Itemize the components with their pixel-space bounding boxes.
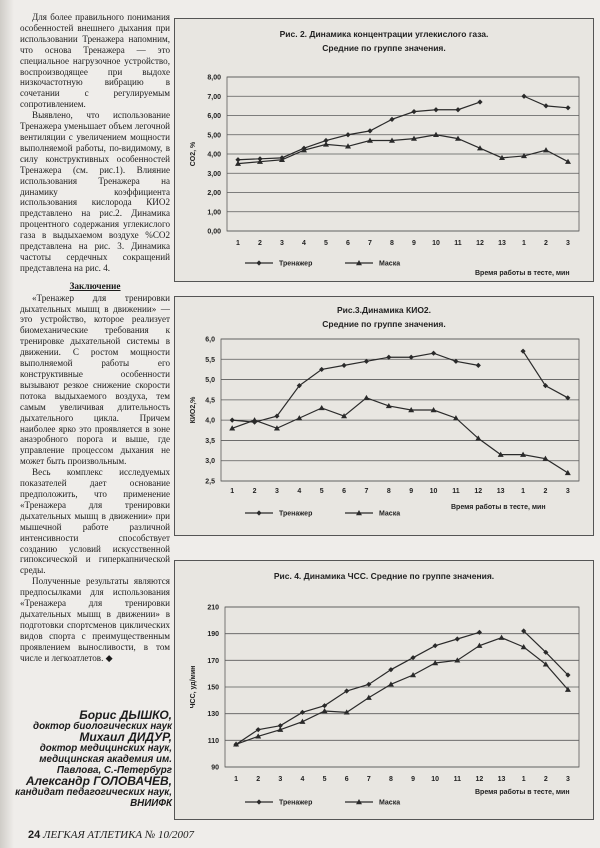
- x-tick-label: 3: [274, 488, 279, 495]
- x-tick-label: 2: [543, 776, 548, 783]
- legend-marker: [256, 799, 261, 804]
- x-tick-label: 1: [521, 488, 526, 495]
- data-point-diamond: [476, 363, 481, 368]
- chart-kio2-svg: [175, 297, 593, 535]
- x-tick-label: 11: [452, 488, 460, 495]
- x-tick-label: 10: [431, 776, 440, 783]
- legend-label: Маска: [379, 260, 401, 268]
- legend-label: Тренажер: [279, 799, 313, 807]
- y-tick-label: 2,5: [205, 478, 215, 486]
- x-tick-label: 1: [522, 240, 526, 247]
- x-tick-label: 4: [302, 240, 306, 247]
- y-axis-label: CO2, %: [190, 141, 197, 167]
- x-tick-label: 1: [236, 240, 240, 247]
- x-tick-label: 12: [474, 488, 483, 495]
- y-tick-label: 3,0: [205, 458, 215, 466]
- data-point-diamond: [411, 109, 416, 114]
- y-tick-label: 130: [207, 711, 219, 719]
- y-tick-label: 2,00: [207, 190, 221, 197]
- x-tick-label: 1: [230, 488, 235, 495]
- data-point-triangle: [366, 695, 372, 700]
- y-tick-label: 190: [207, 631, 219, 639]
- chart-subtitle: Средние по группе значения.: [322, 43, 446, 53]
- x-tick-label: 8: [390, 240, 394, 247]
- y-tick-label: 8,00: [207, 74, 221, 82]
- data-point-diamond: [389, 117, 394, 122]
- x-tick-label: 3: [565, 488, 570, 495]
- data-point-diamond: [410, 655, 415, 660]
- y-tick-label: 4,5: [205, 397, 215, 405]
- data-point-triangle: [565, 470, 571, 475]
- data-point-diamond: [367, 128, 372, 133]
- y-tick-label: 90: [211, 764, 219, 772]
- chart-co2: [174, 18, 594, 282]
- data-point-diamond: [477, 630, 482, 635]
- x-tick-label: 13: [496, 488, 505, 495]
- paragraph: Полученные результаты являются предпосылками для использования «Тренажера для тренировки дыхательных мышц в движении» в подготовки спортсменов циклических видов спорта с преимущественным проявлением выносливости, в том числе и легкоатлетов. ◆: [20, 576, 170, 663]
- x-tick-label: 4: [297, 488, 302, 495]
- data-point-diamond: [455, 636, 460, 641]
- y-tick-label: 0,00: [207, 228, 221, 236]
- x-tick-label: 8: [388, 776, 393, 783]
- article-text-column: [20, 12, 170, 663]
- chart-subtitle: Средние по группе значения.: [322, 319, 446, 329]
- plot-frame: [221, 339, 579, 481]
- data-point-diamond: [345, 132, 350, 137]
- x-tick-label: 5: [322, 776, 327, 783]
- y-tick-label: 110: [207, 737, 219, 745]
- chart-title: Рис.3.Динамика КИО2.: [336, 305, 432, 315]
- x-tick-label: 10: [432, 240, 440, 247]
- author-desc: доктор медицинских наук, медицинская академия им. Павлова, С.-Петербург: [39, 743, 172, 776]
- y-tick-label: 150: [207, 684, 219, 692]
- x-tick-label: 12: [476, 240, 484, 247]
- data-point-diamond: [341, 363, 346, 368]
- author-name: Борис ДЫШКО,: [79, 708, 172, 722]
- data-point-triangle: [565, 159, 571, 164]
- x-tick-label: 4: [300, 776, 305, 783]
- x-tick-label: 9: [411, 776, 416, 783]
- series-line-maska: [236, 638, 568, 745]
- x-tick-label: 2: [256, 776, 261, 783]
- data-point-diamond: [521, 94, 526, 99]
- y-tick-label: 5,0: [205, 377, 215, 385]
- series-line-trenazher: [523, 351, 568, 398]
- chart-hr: [174, 560, 594, 820]
- x-tick-label: 7: [364, 488, 369, 495]
- series-line-trenazher: [232, 353, 478, 422]
- data-point-diamond: [455, 107, 460, 112]
- x-tick-label: 5: [324, 240, 328, 247]
- x-axis-label: Время работы в тесте, мин: [451, 504, 546, 511]
- x-tick-label: 13: [497, 776, 506, 783]
- x-tick-label: 6: [344, 776, 349, 783]
- x-tick-label: 3: [280, 240, 284, 247]
- series-line-trenazher: [238, 102, 480, 160]
- y-axis-label: КИО2,%: [190, 396, 197, 424]
- x-tick-label: 12: [475, 776, 484, 783]
- data-point-diamond: [300, 710, 305, 715]
- y-tick-label: 170: [207, 657, 219, 665]
- chart-title: Рис. 2. Динамика концентрации углекислого газа.: [279, 29, 489, 39]
- author-desc: доктор биологических наук: [33, 721, 172, 732]
- legend-marker: [256, 260, 261, 265]
- y-tick-label: 1,00: [207, 209, 221, 217]
- paragraph: «Тренажер для тренировки дыхательных мышц в движении» — это устройство, которое реализует биомеханические требования к тренировке дыхательной системы в движении. С ростом мощности выполняемой работы его конструктивные особенности вызывают резкое снижение скорости потока выдыхаемого воздуха, тем самым увеличивая длительность дыхательного цикла. Причем наиболее ярко это проявляется в зоне анаэробного порога и выше, где управление процессом дыхания не может быть произвольным.: [20, 292, 170, 467]
- x-tick-label: 5: [319, 488, 324, 495]
- x-tick-label: 11: [454, 240, 462, 247]
- x-tick-label: 6: [346, 240, 350, 247]
- data-point-diamond: [477, 99, 482, 104]
- y-tick-label: 5,5: [205, 356, 215, 364]
- author-name: Александр ГОЛОВАЧЕВ,: [25, 774, 172, 788]
- data-point-diamond: [565, 105, 570, 110]
- x-tick-label: 9: [409, 488, 414, 495]
- data-point-diamond: [433, 643, 438, 648]
- x-tick-label: 7: [366, 776, 371, 783]
- x-tick-label: 1: [234, 776, 239, 783]
- x-tick-label: 11: [453, 776, 462, 783]
- y-tick-label: 210: [207, 604, 219, 612]
- x-tick-label: 9: [412, 240, 416, 247]
- x-tick-label: 10: [429, 488, 438, 495]
- y-tick-label: 4,0: [205, 417, 215, 425]
- page-footer: [28, 829, 194, 841]
- y-tick-label: 4,00: [207, 151, 221, 159]
- x-tick-label: 3: [565, 776, 570, 783]
- y-axis-label: ЧСС, уд/мин: [190, 665, 197, 709]
- authors-block: [12, 710, 172, 809]
- x-tick-label: 2: [544, 240, 548, 247]
- author-desc: кандидат педагогических наук, ВНИИФК: [15, 787, 172, 809]
- conclusion-heading: Заключение: [69, 281, 121, 292]
- y-tick-label: 3,5: [205, 437, 215, 445]
- paragraph: Весь комплекс исследуемых показателей дает основание предположить, что применение «Тренажера для тренировки дыхательных мышц в движении» при мышечной работе различной интенсивности способствует созданию условий искусственной гипоксической и гиперкапнической среды.: [20, 467, 170, 576]
- chart-hr-svg: [175, 561, 593, 819]
- data-point-triangle: [319, 405, 325, 410]
- legend-label: Маска: [379, 510, 401, 518]
- x-tick-label: 2: [543, 488, 548, 495]
- y-tick-label: 6,00: [207, 113, 221, 120]
- x-tick-label: 7: [368, 240, 372, 247]
- x-tick-label: 1: [521, 776, 526, 783]
- legend-label: Тренажер: [279, 260, 313, 268]
- series-line-trenazher: [236, 632, 479, 744]
- data-point-diamond: [431, 351, 436, 356]
- y-tick-label: 6,0: [205, 336, 215, 344]
- chart-kio2: [174, 296, 594, 536]
- data-point-triangle: [499, 635, 505, 640]
- legend-marker: [256, 510, 261, 515]
- x-axis-label: Время работы в тесте, мин: [475, 270, 570, 277]
- journal-name: ЛЕГКАЯ АТЛЕТИКА № 10/2007: [43, 829, 195, 841]
- x-tick-label: 2: [258, 240, 262, 247]
- x-tick-label: 3: [566, 240, 570, 247]
- paragraph: Выявлено, что использование Тренажера уменьшает объем легочной вентиляции с увеличением мощности выполняемой работы, по-видимому, в силу конструктивных особенностей Тренажера (см. рис.1). Влияние использования Тренажера на динамику коэффициента использования кислорода КИО2 представлено на рис.2. Динамика процентного содержания углекислого газа в выдыхаемом воздухе %CO2 представлена на рис. 3. Динамика частоты сердечных сокращений представлена на рис. 4.: [20, 110, 170, 273]
- data-point-diamond: [433, 107, 438, 112]
- x-tick-label: 8: [386, 488, 391, 495]
- y-tick-label: 5,00: [207, 132, 221, 140]
- author-name: Михаил ДИДУР,: [79, 730, 172, 744]
- x-tick-label: 6: [342, 488, 347, 495]
- x-tick-label: 13: [498, 240, 506, 247]
- data-point-diamond: [230, 418, 235, 423]
- legend-label: Маска: [379, 799, 401, 807]
- x-tick-label: 2: [252, 488, 257, 495]
- chart-title: Рис. 4. Динамика ЧСС. Средние по группе значения.: [273, 571, 495, 581]
- x-tick-label: 3: [278, 776, 283, 783]
- page-number: 24: [28, 829, 41, 841]
- series-line-maska: [238, 135, 568, 164]
- data-point-triangle: [543, 147, 549, 152]
- y-tick-label: 7,00: [207, 93, 221, 101]
- paragraph: Для более правильного понимания особенностей внешнего дыхания при использовании Тренажера напомним, что основа Тренажера — это специальное нагрузочное устройство, воспроизводящее при выдохе низкочастотную вибрацию в сочетании с регулируемым сопротивлением.: [20, 12, 170, 110]
- data-point-triangle: [363, 395, 369, 400]
- legend-label: Тренажер: [279, 510, 313, 518]
- chart-co2-svg: [175, 19, 593, 281]
- x-axis-label: Время работы в тесте, мин: [475, 789, 570, 796]
- data-point-triangle: [410, 672, 416, 677]
- data-point-diamond: [543, 103, 548, 108]
- y-tick-label: 3,00: [207, 170, 221, 178]
